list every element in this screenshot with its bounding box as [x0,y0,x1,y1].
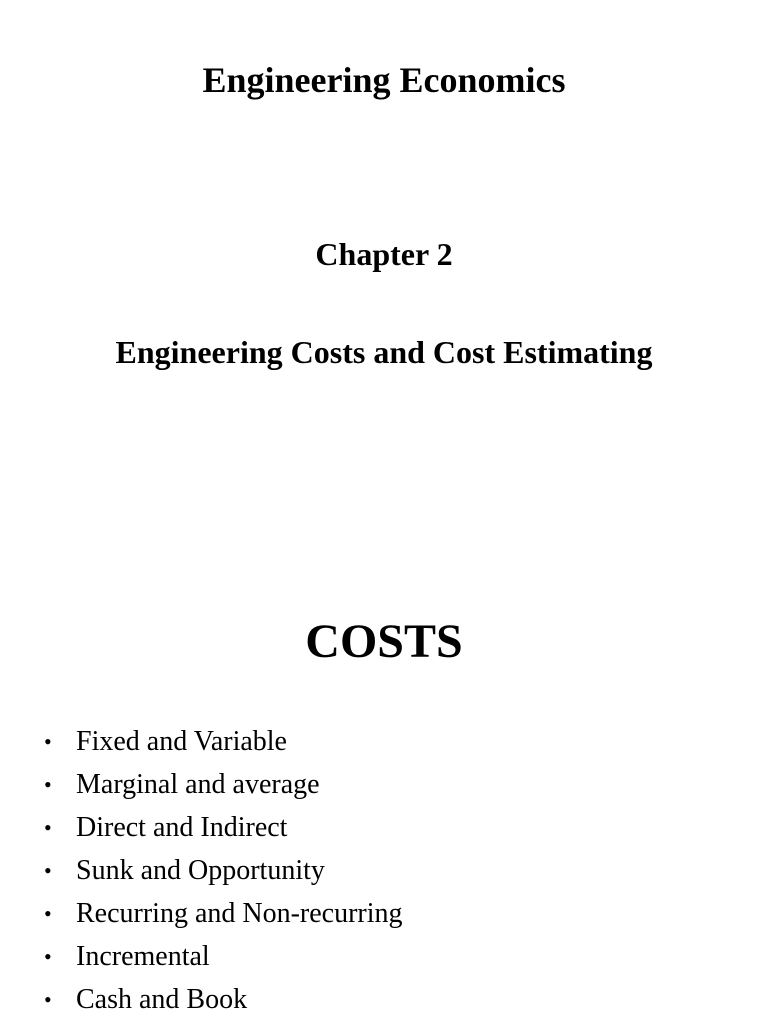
list-item-text: Cash and Book [76,984,248,1015]
bullet-icon: • [44,987,52,1012]
bullet-icon: • [44,729,52,754]
list-item [42,763,403,806]
list-item-text: Fixed and Variable [76,726,287,757]
list-item [42,935,403,978]
list-item [42,978,403,1021]
cost-types-list [42,720,403,1021]
section-heading: COSTS [305,615,463,668]
bullet-icon: • [44,815,52,840]
document-title: Engineering Economics [202,60,566,100]
bullet-icon: • [44,944,52,969]
chapter-subtitle: Engineering Costs and Cost Estimating [115,334,653,370]
list-item [42,849,403,892]
list-item [42,720,403,763]
chapter-label: Chapter 2 [315,236,453,272]
list-item-text: Incremental [76,941,210,972]
bullet-icon: • [44,901,52,926]
list-item [42,806,403,849]
bullet-icon: • [44,772,52,797]
list-item-text: Sunk and Opportunity [76,855,325,886]
list-item [42,892,403,935]
list-item-text: Direct and Indirect [76,812,288,843]
bullet-icon: • [44,858,52,883]
list-item-text: Recurring and Non-recurring [76,898,403,929]
list-item-text: Marginal and average [76,769,320,800]
